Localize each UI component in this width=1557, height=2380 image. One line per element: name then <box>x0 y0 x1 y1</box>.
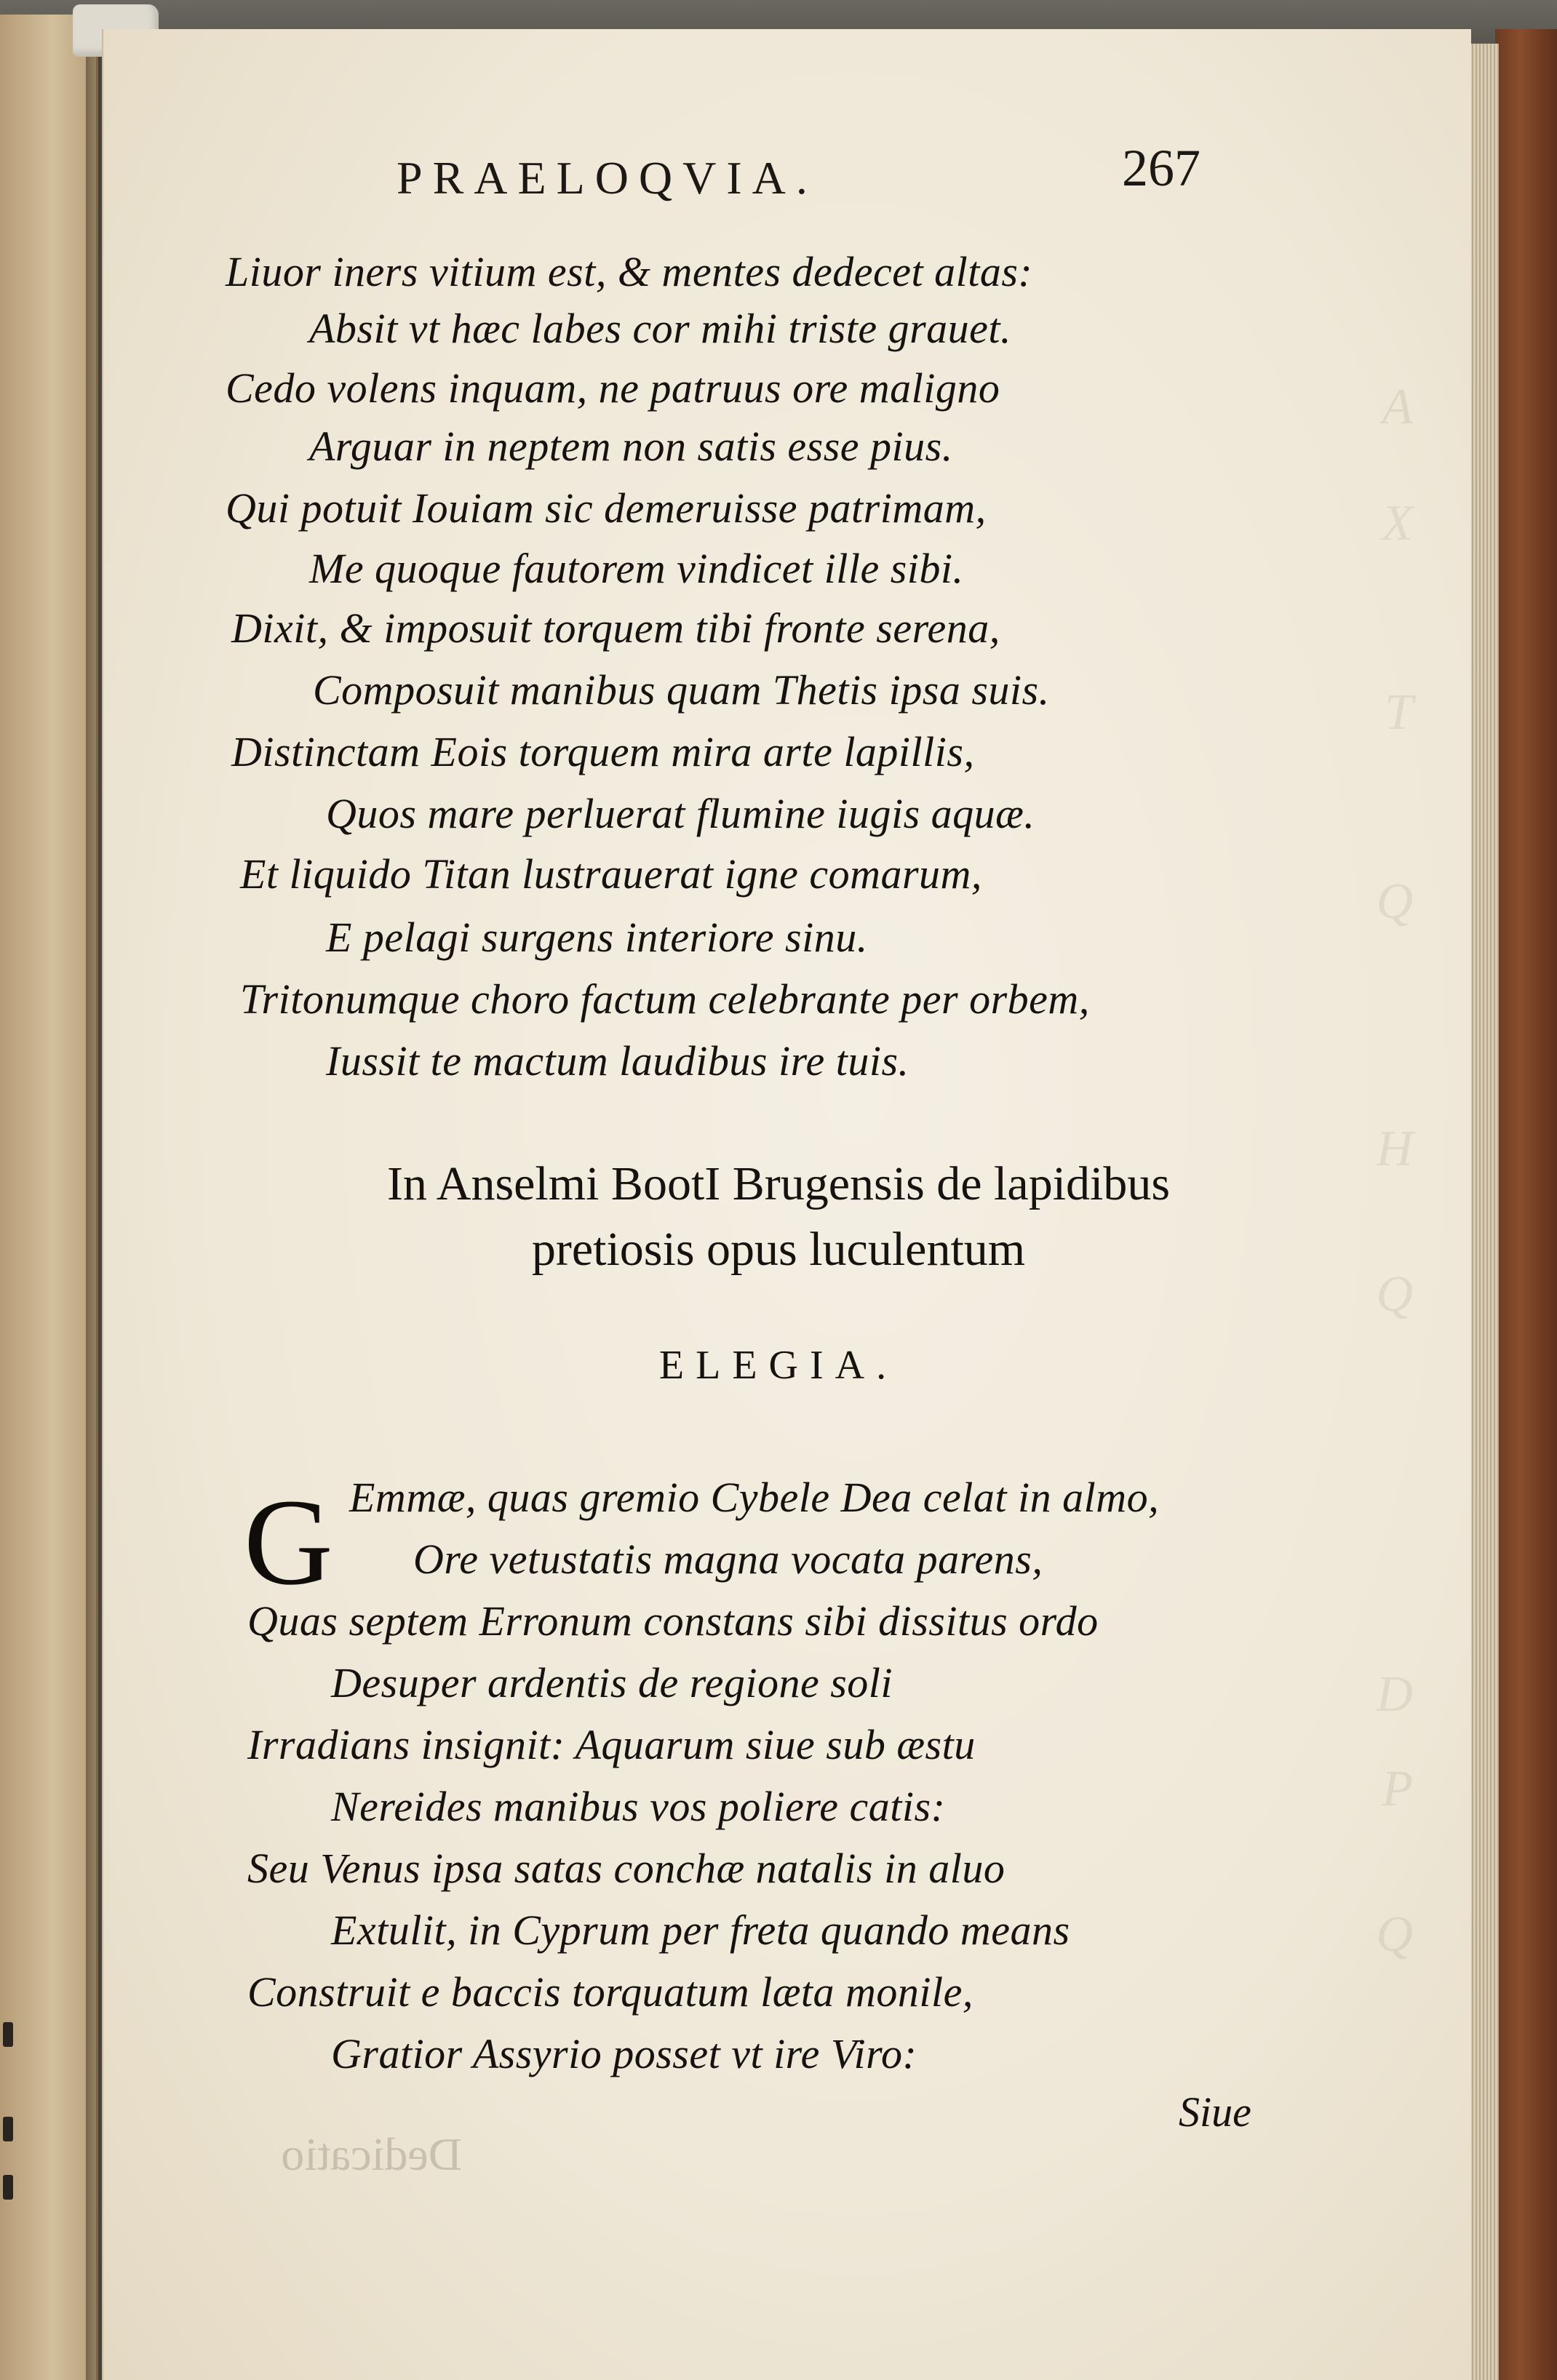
verse-line: Absit vt hæc labes cor mihi triste grauet. <box>309 305 1012 352</box>
show-through-text: Q <box>1376 874 1413 930</box>
verse-line: Cedo volens inquam, ne patruus ore maligno <box>226 364 1000 412</box>
show-through-text: P <box>1382 1761 1413 1817</box>
verse-line: E pelagi surgens interiore sinu. <box>326 914 868 961</box>
verse-line: Composuit manibus quam Thetis ipsa suis. <box>313 666 1050 714</box>
verse-line: Distinctam Eois torquem mira arte lapillis, <box>231 728 975 775</box>
verse-line: Quos mare perluerat flumine iugis aquæ. <box>326 790 1035 837</box>
show-through-text: T <box>1385 684 1413 740</box>
show-through-text: Q <box>1376 1266 1413 1322</box>
verse-line: Qui potuit Iouiam sic demeruisse patrimam, <box>226 484 987 532</box>
verse-line: Ore vetustatis magna vocata parens, <box>413 1536 1043 1583</box>
show-through-text: A <box>1382 379 1413 435</box>
left-page-marks <box>0 2008 29 2211</box>
running-head: PRAELOQVIA. <box>397 152 818 204</box>
page-number: 267 <box>1122 139 1200 197</box>
show-through-text: X <box>1382 495 1413 551</box>
verse-line: Seu Venus ipsa satas conchæ natalis in aluo <box>247 1845 1006 1892</box>
verse-line: Me quoque fautorem vindicet ille sibi. <box>309 545 964 592</box>
verse-line: Construit e baccis torquatum læta monile, <box>247 1968 973 2016</box>
verse-line: Quas septem Erronum constans sibi dissitus ordo <box>247 1597 1099 1645</box>
catchword: Siue <box>1179 2088 1251 2136</box>
show-through-text: Q <box>1376 1906 1413 1962</box>
verse-line: Gratior Assyrio posset vt ire Viro: <box>331 2030 917 2077</box>
verse-line: Et liquido Titan lustrauerat igne comarum, <box>240 850 982 898</box>
show-through-text: H <box>1376 1121 1413 1177</box>
verse-line: Desuper ardentis de regione soli <box>331 1659 893 1706</box>
verse-line: Liuor iners vitium est, & mentes dedecet altas: <box>226 248 1033 295</box>
poem-heading-line1: In Anselmi BootI Brugensis de lapidibus <box>386 1157 1171 1210</box>
verse-line: Arguar in neptem non satis esse pius. <box>309 423 953 470</box>
elegia-title: ELEGIA. <box>658 1343 899 1388</box>
verse-line: Irradians insignit: Aquarum siue sub æstu <box>247 1721 976 1768</box>
verse-line: Extulit, in Cyprum per freta quando means <box>331 1906 1070 1954</box>
verse-line: Iussit te mactum laudibus ire tuis. <box>326 1037 909 1085</box>
poem-heading-line2: pretiosis opus luculentum <box>531 1223 1026 1276</box>
verse-line: Dixit, & imposuit torquem tibi fronte serena, <box>231 604 1000 652</box>
drop-cap: G <box>244 1474 333 1610</box>
show-through-text: D <box>1376 1666 1413 1722</box>
show-through-word: Dedicatio <box>281 2128 462 2180</box>
verse-line: Emmæ, quas gremio Cybele Dea celat in almo, <box>349 1474 1160 1521</box>
verse-line: Tritonumque choro factum celebrante per orbem, <box>240 975 1090 1023</box>
verse-line: Nereides manibus vos poliere catis: <box>331 1783 946 1830</box>
